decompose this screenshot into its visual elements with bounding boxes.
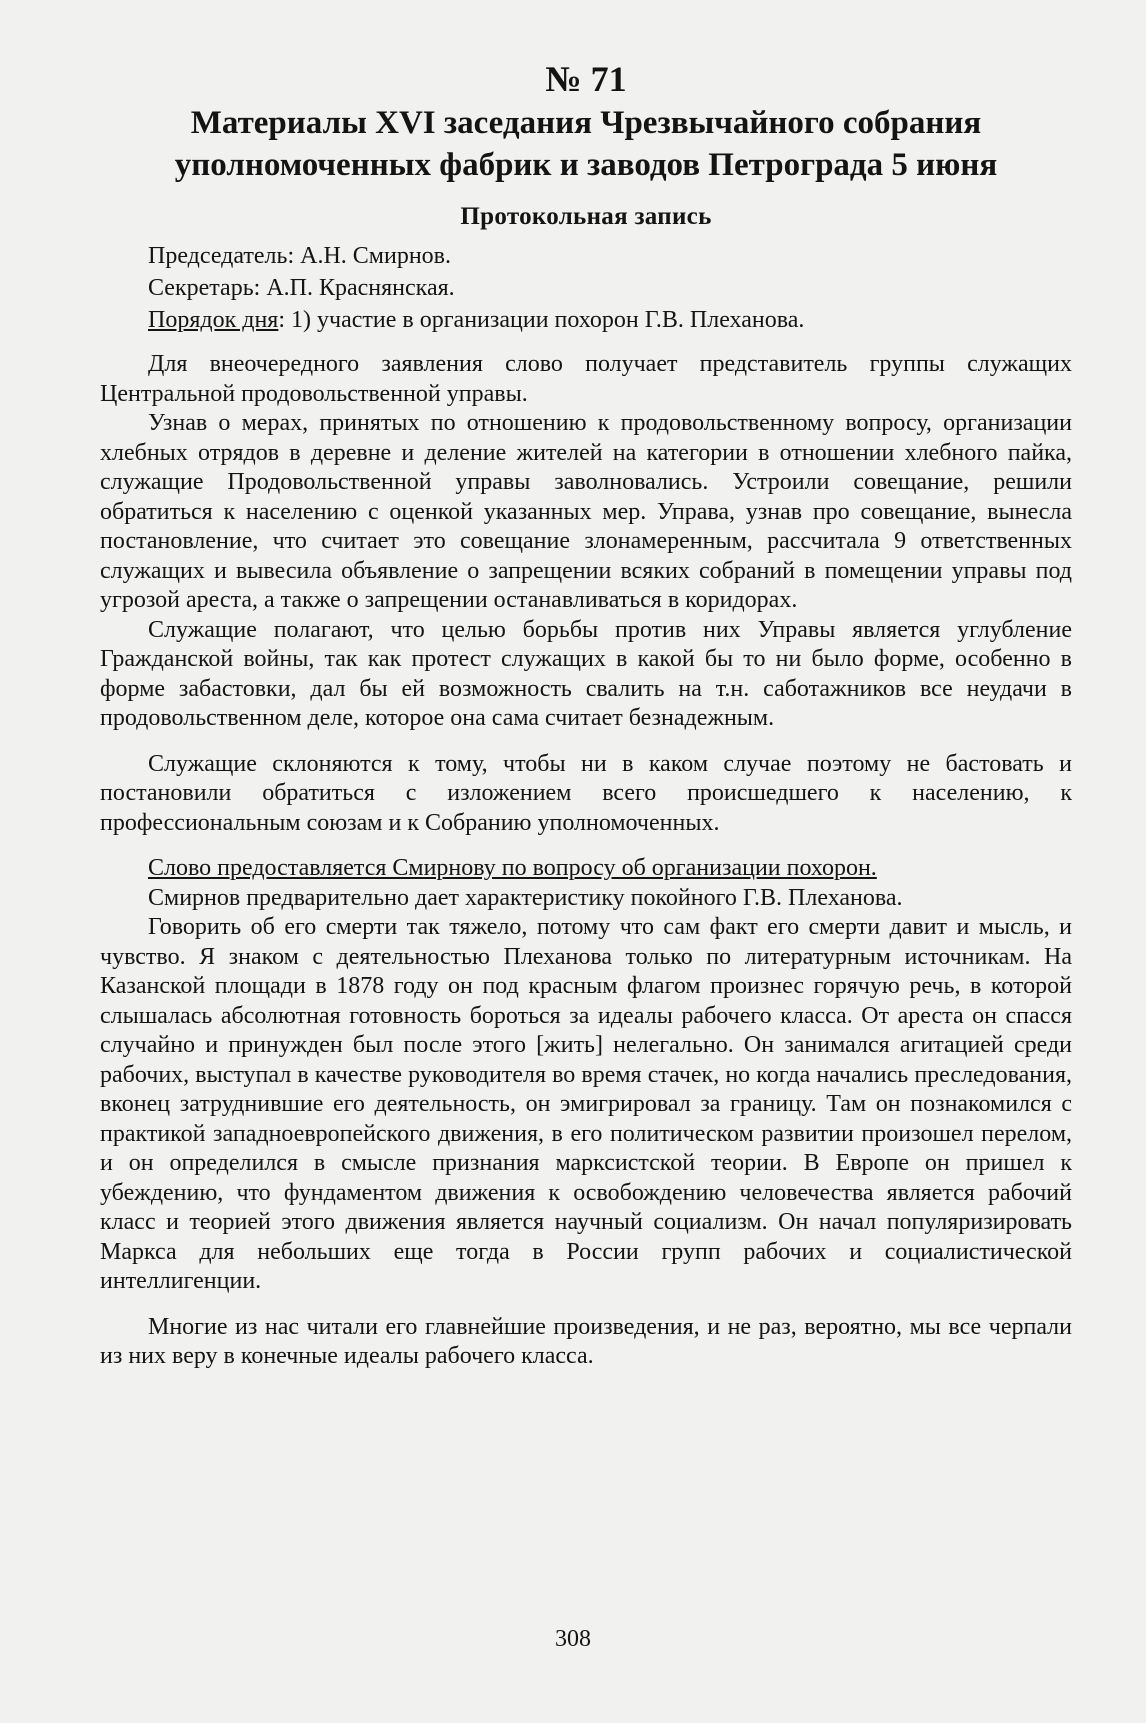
paragraph-2: Узнав о мерах, принятых по отношению к продовольственному вопросу, организации хлебных отрядов в деревне и деление жителей на категории в отношении хлебного пайка, служащие Продовольственной управы заволновались. Устроили совещание, решили обратиться к населению с оценкой указанных мер. Управа, узнав про совещание, вынесла постановление, что считает это совещание злонамеренным, рассчитала 9 ответственных служащих и вывесила объявление о запрещении всяких собраний в помещении управы под угрозой ареста, а также о запрещении останавливаться в коридорах.: [100, 410, 1072, 613]
agenda-text: : 1) участие в организации похорон Г.В. Плеханова.: [278, 307, 805, 333]
page-number: 308: [555, 1626, 591, 1652]
paragraph-3: Служащие полагают, что целью борьбы против них Управы является углубление Гражданской войны, так как протест служащих в какой бы то ни было форме, особенно в форме забастовки, дал бы ей возможность свалить на т.н. саботажников все неудачи в продовольственном деле, которое она сама считает безнадежным.: [100, 616, 1072, 731]
chairman-line: Председатель: А.Н. Смирнов.: [148, 243, 452, 269]
document-subtitle: Протокольная запись: [460, 203, 712, 230]
body-text: [100, 350, 1072, 1372]
document-title-line-2: уполномоченных фабрик и заводов Петрограда 5 июня: [174, 147, 998, 183]
paragraph-5: [100, 854, 1072, 884]
agenda-line: [100, 304, 1072, 336]
paragraph-4: Служащие склоняются к тому, чтобы ни в каком случае поэтому не бастовать и постановили обратиться с изложением всего происшедшего к населению, к профессиональным союзам и к Собранию уполномоченных.: [100, 750, 1072, 836]
document-page: [100, 58, 1072, 1372]
document-title-line-1: Материалы XVI заседания Чрезвычайного собрания: [190, 105, 982, 141]
paragraph-8: Многие из нас читали его главнейшие произведения, и не раз, вероятно, мы все черпали из них веру в конечные идеалы рабочего класса.: [100, 1313, 1072, 1369]
agenda-label: Порядок дня: [148, 307, 279, 333]
secretary-line: Секретарь: А.П. Краснянская.: [148, 275, 455, 301]
document-number: № 71: [545, 59, 627, 99]
paragraph-1: Для внеочередного заявления слово получает представитель группы служащих Центральной продовольственной управы.: [100, 351, 1072, 407]
paragraph-5-text: Слово предоставляется Смирнову по вопросу об организации похорон.: [148, 855, 877, 881]
paragraph-6: Смирнов предварительно дает характеристику покойного Г.В. Плеханова.: [148, 884, 903, 911]
paragraph-7: Говорить об его смерти так тяжело, потому что сам факт его смерти давит и мысль, и чувство. Я знаком с деятельностью Плеханова только по литературным источникам. На Казанской площади в 1878 году он под красным флагом произнес горячую речь, в которой слышалась абсолютная готовность бороться за идеалы рабочего класса. От ареста он спасся случайно и принужден был после этого [жить] нелегально. Он занимался агитацией среди рабочих, выступал в качестве руководителя во время стачек, но когда начались преследования, вконец затруднившие его деятельность, он эмигрировал за границу. Там он познакомился с практикой западноевропейского движения, в его политическом развитии произошел перелом, и он определился в смысле признания марксистской теории. В Европе он пришел к убеждению, что фундаментом движения к освобождению человечества является рабочий класс и теорией этого движения является научный социализм. Он начал популяризировать Маркса для небольших еще тогда в России групп рабочих и социалистической интеллигенции.: [100, 914, 1072, 1294]
